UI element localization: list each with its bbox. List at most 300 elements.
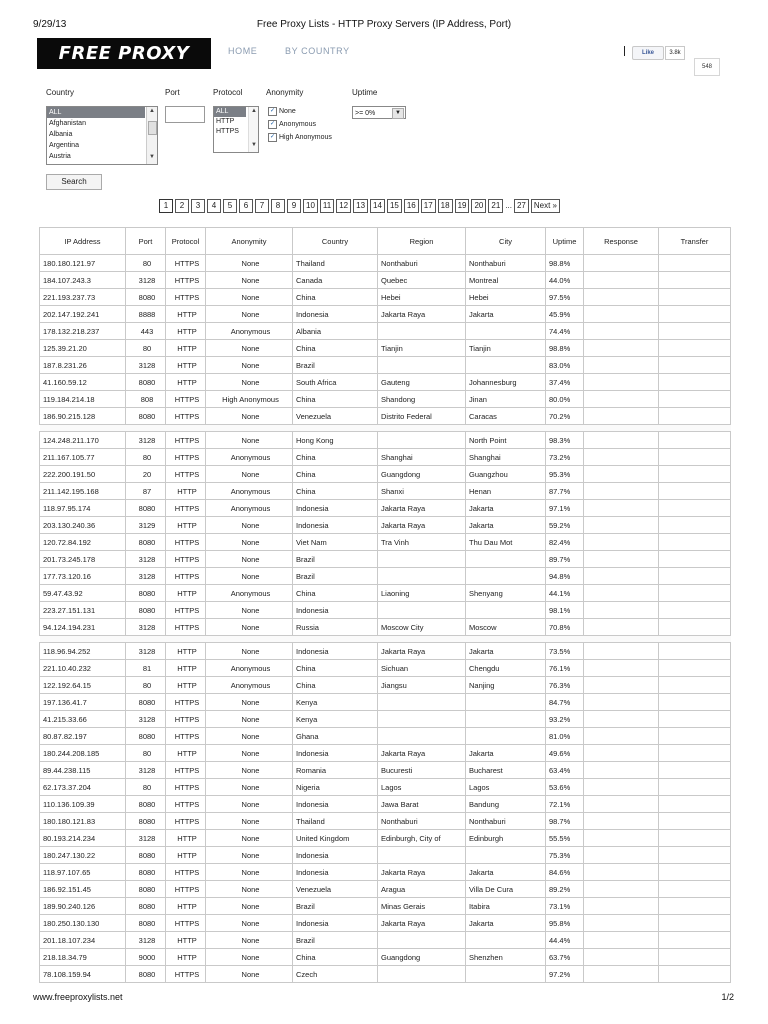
table-row <box>40 568 731 585</box>
page-number: 1/2 <box>721 992 734 1002</box>
table-cell: HTTP <box>166 306 206 323</box>
table-cell: 98.1% <box>546 602 584 619</box>
column-header: Port <box>126 228 166 255</box>
table-cell: None <box>206 949 293 966</box>
table-cell <box>659 357 731 374</box>
scroll-down-icon[interactable]: ▼ <box>149 154 155 160</box>
ip-address-cell[interactable]: 80.87.82.197 <box>40 728 126 745</box>
page-link[interactable]: 8 <box>271 199 285 213</box>
nav-by-country-link[interactable]: BY COUNTRY <box>285 46 350 56</box>
table-cell: 8080 <box>126 847 166 864</box>
table-cell <box>659 830 731 847</box>
table-cell: 63.7% <box>546 949 584 966</box>
ip-address-cell[interactable]: 118.96.94.252 <box>40 643 126 660</box>
table-cell <box>584 432 659 449</box>
table-cell: High Anonymous <box>206 391 293 408</box>
table-cell: 3128 <box>126 932 166 949</box>
table-cell: 53.6% <box>546 779 584 796</box>
table-cell <box>584 306 659 323</box>
checkbox-checked-icon[interactable]: ✓ <box>269 108 276 114</box>
country-scrollbar[interactable] <box>146 107 157 164</box>
table-cell: Johannesburg <box>466 374 546 391</box>
page-link[interactable]: 2 <box>175 199 189 213</box>
table-cell: China <box>293 483 378 500</box>
table-cell <box>659 432 731 449</box>
page-link[interactable]: 13 <box>353 199 368 213</box>
table-cell: Indonesia <box>293 745 378 762</box>
ip-address-cell[interactable]: 201.73.245.178 <box>40 551 126 568</box>
table-cell: HTTPS <box>166 408 206 425</box>
table-cell: Jakarta Raya <box>378 745 466 762</box>
uptime-value: >= 0% <box>355 110 376 117</box>
table-cell: None <box>206 847 293 864</box>
table-cell <box>659 289 731 306</box>
page-link[interactable]: 3 <box>191 199 205 213</box>
ip-address-cell[interactable]: 119.184.214.18 <box>40 391 126 408</box>
table-cell: None <box>206 408 293 425</box>
table-cell: HTTP <box>166 677 206 694</box>
table-cell <box>378 966 466 983</box>
table-cell: HTTPS <box>166 881 206 898</box>
ip-address-cell[interactable]: 177.73.120.16 <box>40 568 126 585</box>
ip-address-cell[interactable]: 80.193.214.234 <box>40 830 126 847</box>
page-link[interactable]: 7 <box>255 199 269 213</box>
checkbox-checked-icon[interactable]: ✓ <box>269 134 276 140</box>
print-footer <box>0 992 768 1012</box>
table-cell: China <box>293 449 378 466</box>
table-cell: North Point <box>466 432 546 449</box>
table-cell: China <box>293 660 378 677</box>
table-cell <box>584 391 659 408</box>
table-cell: Indonesia <box>293 915 378 932</box>
ip-address-cell[interactable]: 187.8.231.26 <box>40 357 126 374</box>
table-cell: Hebei <box>466 289 546 306</box>
table-cell: Jakarta <box>466 306 546 323</box>
table-cell: Jakarta Raya <box>378 643 466 660</box>
country-label: Country <box>46 88 75 97</box>
table-cell: Shanghai <box>378 449 466 466</box>
ip-address-cell[interactable]: 218.18.34.79 <box>40 949 126 966</box>
table-cell: 80 <box>126 745 166 762</box>
ip-address-cell[interactable]: 221.10.40.232 <box>40 660 126 677</box>
table-cell: Jakarta Raya <box>378 915 466 932</box>
ip-address-cell[interactable]: 197.136.41.7 <box>40 694 126 711</box>
table-cell: Venezuela <box>293 881 378 898</box>
table-cell <box>584 449 659 466</box>
country-option[interactable]: Albania <box>49 131 73 138</box>
table-cell: Nonthaburi <box>466 813 546 830</box>
ip-address-cell[interactable]: 178.132.218.237 <box>40 323 126 340</box>
table-cell: China <box>293 585 378 602</box>
page-link[interactable]: 16 <box>404 199 419 213</box>
table-cell <box>584 864 659 881</box>
page-link[interactable]: 15 <box>387 199 402 213</box>
ip-address-cell[interactable]: 41.160.59.12 <box>40 374 126 391</box>
table-cell: 74.4% <box>546 323 584 340</box>
table-cell: China <box>293 466 378 483</box>
table-cell <box>659 881 731 898</box>
table-cell: 63.4% <box>546 762 584 779</box>
table-cell <box>659 619 731 636</box>
country-select[interactable] <box>46 106 158 165</box>
table-cell: 70.2% <box>546 408 584 425</box>
table-cell: Brazil <box>293 898 378 915</box>
table-cell <box>466 711 546 728</box>
table-cell: Montreal <box>466 272 546 289</box>
page-link[interactable]: 17 <box>421 199 436 213</box>
table-cell: HTTPS <box>166 762 206 779</box>
table-row <box>40 932 731 949</box>
table-cell: 80 <box>126 449 166 466</box>
table-cell: HTTPS <box>166 466 206 483</box>
scroll-up-icon[interactable]: ▲ <box>149 108 155 114</box>
table-cell: Guangzhou <box>466 466 546 483</box>
table-cell: None <box>206 932 293 949</box>
table-cell: 80 <box>126 677 166 694</box>
page-link[interactable]: 1 <box>159 199 173 213</box>
table-cell: Anonymous <box>206 483 293 500</box>
ip-address-cell[interactable]: 180.180.121.83 <box>40 813 126 830</box>
ip-address-cell[interactable]: 203.130.240.36 <box>40 517 126 534</box>
ip-address-cell[interactable]: 223.27.151.131 <box>40 602 126 619</box>
table-cell: Brazil <box>293 932 378 949</box>
table-cell: Tra Vinh <box>378 534 466 551</box>
ip-address-cell[interactable]: 94.124.194.231 <box>40 619 126 636</box>
table-cell: 84.6% <box>546 864 584 881</box>
table-cell <box>378 551 466 568</box>
table-cell: HTTPS <box>166 534 206 551</box>
table-cell <box>584 915 659 932</box>
table-cell: None <box>206 289 293 306</box>
ip-address-cell[interactable]: 89.44.238.115 <box>40 762 126 779</box>
table-cell: 89.7% <box>546 551 584 568</box>
table-cell: 8080 <box>126 966 166 983</box>
column-header: Transfer <box>659 228 731 255</box>
ip-address-cell[interactable]: 78.108.159.94 <box>40 966 126 983</box>
table-cell: 73.2% <box>546 449 584 466</box>
protocol-scrollbar[interactable] <box>248 107 258 152</box>
table-cell <box>659 728 731 745</box>
table-cell: Romania <box>293 762 378 779</box>
facebook-like-button[interactable]: Like <box>632 46 664 60</box>
table-cell <box>378 847 466 864</box>
table-cell: Kenya <box>293 694 378 711</box>
table-cell: Jakarta Raya <box>378 517 466 534</box>
table-cell: Anonymous <box>206 585 293 602</box>
ip-address-cell[interactable]: 201.18.107.234 <box>40 932 126 949</box>
page-link[interactable]: 4 <box>207 199 221 213</box>
table-cell: Jakarta Raya <box>378 864 466 881</box>
ip-address-cell[interactable]: 41.215.33.66 <box>40 711 126 728</box>
table-cell <box>659 272 731 289</box>
table-cell: None <box>206 745 293 762</box>
ip-address-cell[interactable]: 211.142.195.168 <box>40 483 126 500</box>
table-cell: HTTPS <box>166 432 206 449</box>
country-option[interactable]: Afghanistan <box>49 120 86 127</box>
page-link[interactable]: 12 <box>336 199 351 213</box>
table-cell: Shenzhen <box>466 949 546 966</box>
table-cell: HTTP <box>166 357 206 374</box>
scroll-up-icon[interactable]: ▲ <box>251 108 257 114</box>
table-cell: 8080 <box>126 408 166 425</box>
table-cell <box>378 728 466 745</box>
table-cell: 97.5% <box>546 289 584 306</box>
table-cell <box>584 466 659 483</box>
anonymity-label: Anonymity <box>266 88 304 97</box>
table-cell: 59.2% <box>546 517 584 534</box>
table-cell <box>659 374 731 391</box>
pagination-ellipsis: ... <box>505 201 512 210</box>
table-row <box>40 466 731 483</box>
ip-address-cell[interactable]: 202.147.192.241 <box>40 306 126 323</box>
table-cell: 3128 <box>126 830 166 847</box>
table-cell: Guangdong <box>378 466 466 483</box>
table-cell: Indonesia <box>293 517 378 534</box>
table-cell: 55.5% <box>546 830 584 847</box>
ip-address-cell[interactable]: 59.47.43.92 <box>40 585 126 602</box>
table-row <box>40 500 731 517</box>
ip-address-cell[interactable]: 189.90.240.126 <box>40 898 126 915</box>
protocol-select[interactable] <box>213 106 259 153</box>
table-cell: 443 <box>126 323 166 340</box>
page-link[interactable]: 27 <box>514 199 529 213</box>
table-cell <box>584 500 659 517</box>
table-cell <box>659 643 731 660</box>
table-cell <box>659 340 731 357</box>
uptime-select[interactable] <box>352 106 406 119</box>
country-option[interactable]: ALL <box>47 107 145 118</box>
table-row <box>40 779 731 796</box>
table-row <box>40 517 731 534</box>
table-cell: None <box>206 966 293 983</box>
table-cell: 87.7% <box>546 483 584 500</box>
anonymity-high-option[interactable]: ✓ High Anonymous <box>269 134 332 141</box>
table-cell: 8888 <box>126 306 166 323</box>
ip-address-cell[interactable]: 180.244.208.185 <box>40 745 126 762</box>
table-cell <box>659 762 731 779</box>
ip-address-cell[interactable]: 180.250.130.130 <box>40 915 126 932</box>
column-header: IP Address <box>40 228 126 255</box>
table-cell: None <box>206 864 293 881</box>
protocol-option[interactable]: HTTP <box>216 118 235 125</box>
ip-address-cell[interactable]: 222.200.191.50 <box>40 466 126 483</box>
table-cell: 83.0% <box>546 357 584 374</box>
table-cell <box>659 551 731 568</box>
table-cell: HTTP <box>166 517 206 534</box>
table-row <box>40 915 731 932</box>
table-cell: 8080 <box>126 813 166 830</box>
table-cell: 3128 <box>126 551 166 568</box>
table-cell: Jakarta Raya <box>378 306 466 323</box>
table-cell <box>584 483 659 500</box>
page-link[interactable]: 18 <box>438 199 453 213</box>
ip-address-cell[interactable]: 120.72.84.192 <box>40 534 126 551</box>
ip-address-cell[interactable]: 118.97.95.174 <box>40 500 126 517</box>
ip-address-cell[interactable]: 180.180.121.97 <box>40 255 126 272</box>
table-cell <box>659 391 731 408</box>
ip-address-cell[interactable]: 125.39.21.20 <box>40 340 126 357</box>
table-cell <box>659 898 731 915</box>
table-cell: Thu Dau Mot <box>466 534 546 551</box>
page-link[interactable]: 6 <box>239 199 253 213</box>
table-cell: 95.3% <box>546 466 584 483</box>
table-cell <box>584 517 659 534</box>
port-input[interactable] <box>165 106 205 123</box>
table-cell: None <box>206 796 293 813</box>
table-cell: HTTPS <box>166 551 206 568</box>
anonymity-anonymous-option[interactable]: ✓ Anonymous <box>269 121 316 128</box>
table-cell <box>584 932 659 949</box>
ip-address-cell[interactable]: 221.193.237.73 <box>40 289 126 306</box>
table-cell: 44.1% <box>546 585 584 602</box>
ip-address-cell[interactable]: 62.173.37.204 <box>40 779 126 796</box>
table-cell: HTTPS <box>166 255 206 272</box>
table-cell: 20 <box>126 466 166 483</box>
table-cell: Russia <box>293 619 378 636</box>
table-cell: Jakarta <box>466 500 546 517</box>
ip-address-cell[interactable]: 118.97.107.65 <box>40 864 126 881</box>
table-header-row <box>40 228 731 255</box>
table-row <box>40 602 731 619</box>
country-option[interactable]: Argentina <box>49 142 79 149</box>
table-cell <box>584 745 659 762</box>
ip-address-cell[interactable]: 186.90.215.128 <box>40 408 126 425</box>
site-logo[interactable]: FREE PROXY LISTS <box>37 38 211 69</box>
table-cell: 73.1% <box>546 898 584 915</box>
table-row <box>40 432 731 449</box>
page-link[interactable]: 11 <box>320 199 334 213</box>
column-header: Anonymity <box>206 228 293 255</box>
table-cell <box>584 966 659 983</box>
anonymity-none-option[interactable]: ✓ None <box>269 108 296 115</box>
table-cell <box>659 779 731 796</box>
table-cell: 808 <box>126 391 166 408</box>
table-cell: Indonesia <box>293 500 378 517</box>
nav-home-link[interactable]: HOME <box>228 46 258 56</box>
table-cell: 98.8% <box>546 340 584 357</box>
table-cell <box>584 289 659 306</box>
page-link[interactable]: 5 <box>223 199 237 213</box>
table-cell: 80.0% <box>546 391 584 408</box>
table-cell: 8080 <box>126 374 166 391</box>
search-button[interactable]: Search <box>46 174 102 190</box>
table-cell: None <box>206 374 293 391</box>
table-cell: 3129 <box>126 517 166 534</box>
table-cell: 45.9% <box>546 306 584 323</box>
ip-address-cell[interactable]: 211.167.105.77 <box>40 449 126 466</box>
table-cell: HTTP <box>166 340 206 357</box>
page-link[interactable]: 21 <box>488 199 503 213</box>
table-cell: HTTPS <box>166 391 206 408</box>
table-cell: Villa De Cura <box>466 881 546 898</box>
table-cell: 98.7% <box>546 813 584 830</box>
table-cell <box>584 255 659 272</box>
table-cell: 8080 <box>126 602 166 619</box>
table-cell: Moscow City <box>378 619 466 636</box>
page-link[interactable]: 19 <box>455 199 470 213</box>
page-link[interactable]: 14 <box>370 199 385 213</box>
table-cell: Anonymous <box>206 323 293 340</box>
table-cell: None <box>206 466 293 483</box>
scroll-thumb[interactable] <box>148 121 157 135</box>
protocol-label: Protocol <box>213 88 243 97</box>
table-cell: 8080 <box>126 881 166 898</box>
table-row <box>40 323 731 340</box>
table-cell <box>584 643 659 660</box>
table-cell: 80 <box>126 779 166 796</box>
table-cell: HTTP <box>166 323 206 340</box>
table-cell: Kenya <box>293 711 378 728</box>
ip-address-cell[interactable]: 186.92.151.45 <box>40 881 126 898</box>
table-cell: 8080 <box>126 500 166 517</box>
table-cell: Jakarta <box>466 745 546 762</box>
table-cell: HTTPS <box>166 694 206 711</box>
next-page-button[interactable]: Next » <box>531 199 560 213</box>
table-cell: 89.2% <box>546 881 584 898</box>
column-header: Country <box>293 228 378 255</box>
table-cell <box>584 949 659 966</box>
chevron-down-icon[interactable]: ▼ <box>392 108 404 119</box>
table-cell: 93.2% <box>546 711 584 728</box>
table-cell: 73.5% <box>546 643 584 660</box>
table-cell: HTTPS <box>166 915 206 932</box>
checkbox-checked-icon[interactable]: ✓ <box>269 121 276 127</box>
table-cell: Jakarta <box>466 864 546 881</box>
table-cell <box>659 585 731 602</box>
table-cell: 70.8% <box>546 619 584 636</box>
table-cell: HTTPS <box>166 864 206 881</box>
ip-address-cell[interactable]: 122.192.64.15 <box>40 677 126 694</box>
table-cell <box>659 568 731 585</box>
table-cell: HTTPS <box>166 966 206 983</box>
ip-address-cell[interactable]: 124.248.211.170 <box>40 432 126 449</box>
page-link[interactable]: 20 <box>471 199 486 213</box>
table-cell <box>378 694 466 711</box>
table-cell: Brazil <box>293 568 378 585</box>
table-cell: 94.8% <box>546 568 584 585</box>
table-cell: Jiangsu <box>378 677 466 694</box>
table-cell: None <box>206 602 293 619</box>
table-cell <box>466 323 546 340</box>
scroll-down-icon[interactable]: ▼ <box>251 142 257 148</box>
ip-address-cell[interactable]: 180.247.130.22 <box>40 847 126 864</box>
table-cell: Edinburgh, City of <box>378 830 466 847</box>
ip-address-cell[interactable]: 110.136.109.39 <box>40 796 126 813</box>
protocol-option[interactable]: ALL <box>214 107 246 117</box>
column-header: Response <box>584 228 659 255</box>
table-cell: Jinan <box>466 391 546 408</box>
table-cell <box>466 932 546 949</box>
table-cell: None <box>206 728 293 745</box>
ip-address-cell[interactable]: 184.107.243.3 <box>40 272 126 289</box>
country-option[interactable]: Austria <box>49 153 71 160</box>
table-cell: Anonymous <box>206 500 293 517</box>
table-cell <box>584 585 659 602</box>
table-cell: 8080 <box>126 864 166 881</box>
table-cell: Lagos <box>466 779 546 796</box>
table-cell: None <box>206 762 293 779</box>
table-row <box>40 534 731 551</box>
table-cell: Viet Nam <box>293 534 378 551</box>
table-cell <box>584 796 659 813</box>
page-link[interactable]: 9 <box>287 199 301 213</box>
table-cell: Indonesia <box>293 643 378 660</box>
table-cell: China <box>293 391 378 408</box>
table-cell <box>659 449 731 466</box>
page-link[interactable]: 10 <box>303 199 318 213</box>
share-count: 548 <box>694 58 720 76</box>
protocol-option[interactable]: HTTPS <box>216 128 239 135</box>
